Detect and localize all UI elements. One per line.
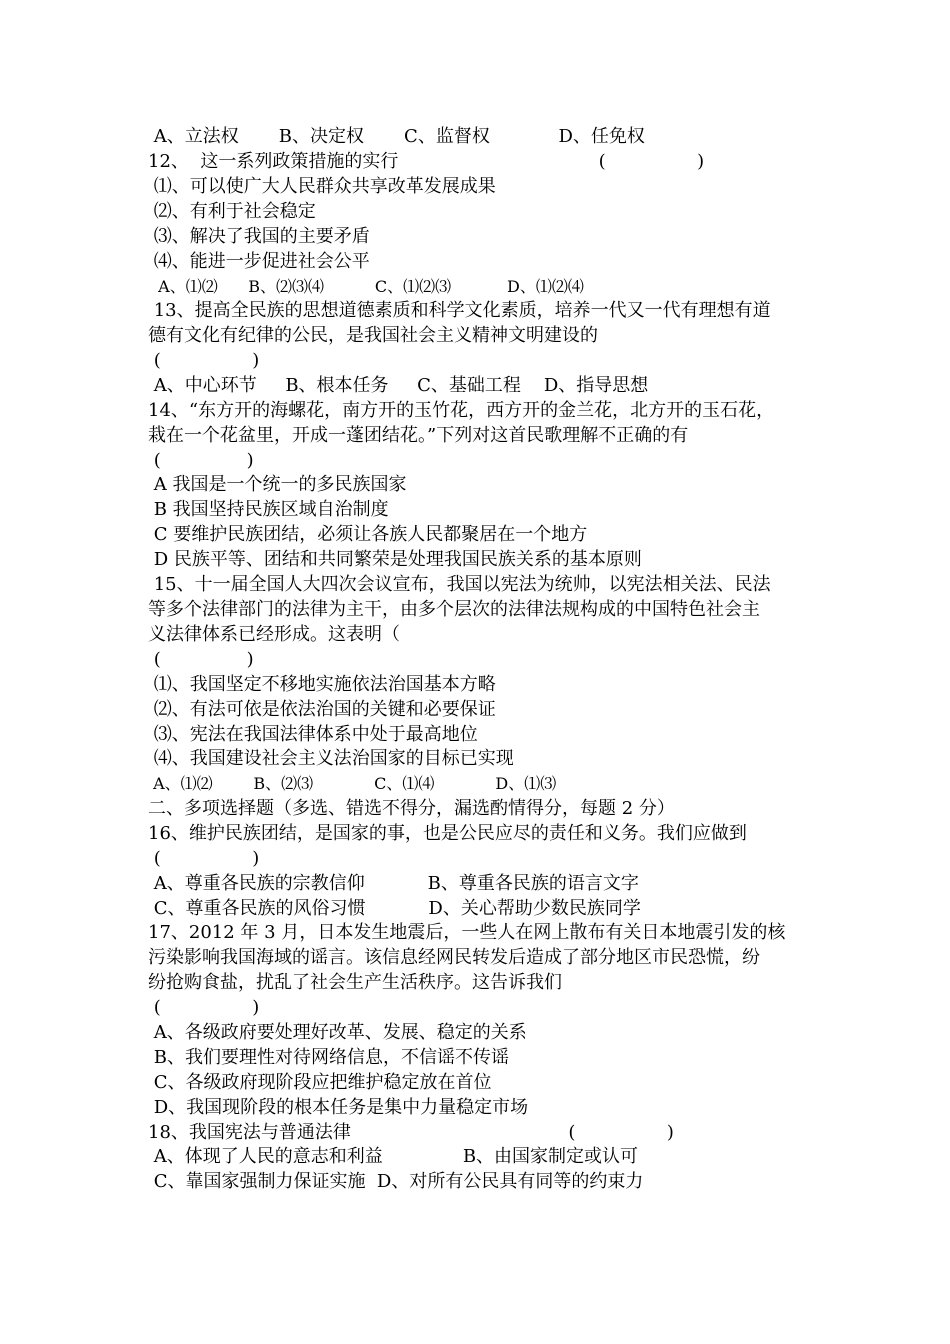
q17-option-b: B、我们要理性对待网络信息，不信谣不传谣 [148, 1047, 509, 1068]
q12-item-4: ⑷、能进一步促进社会公平 [148, 251, 370, 272]
q15-item-2: ⑵、有法可依是依法治国的关键和必要保证 [148, 699, 496, 720]
q15-item-1: ⑴、我国坚定不移地实施依法治国基本方略 [148, 674, 496, 695]
q12-item-1: ⑴、可以使广大人民群众共享改革发展成果 [148, 176, 496, 197]
q15-item-3: ⑶、宪法在我国法律体系中处于最高地位 [148, 724, 478, 745]
section-2-heading: 二、多项选择题（多选、错选不得分，漏选酌情得分，每题 2 分） [148, 798, 675, 819]
q17-stem-line-3: 纷抢购食盐，扰乱了社会生产生活秩序。这告诉我们 [148, 972, 562, 993]
q14-stem-line-1: 14、“东方开的海螺花，南方开的玉竹花，西方开的金兰花，北方开的玉石花， [148, 400, 775, 421]
q15-answer-blank: ( ) [148, 649, 254, 670]
q15-stem-line-1: 15、十一届全国人大四次会议宣布，我国以宪法为统帅，以宪法相关法、民法 [148, 574, 771, 595]
q18-stem: 18、我国宪法与普通法律 ( ) [148, 1122, 674, 1143]
q17-option-d: D、我国现阶段的根本任务是集中力量稳定市场 [148, 1097, 529, 1118]
q13-options: A、中心环节 B、根本任务 C、基础工程 D、指导思想 [148, 375, 649, 396]
q18-options-cd: C、靠国家强制力保证实施 D、对所有公民具有同等的约束力 [148, 1171, 644, 1192]
q13-stem-line-2: 德有文化有纪律的公民，是我国社会主义精神文明建设的 [148, 325, 598, 346]
q12-item-3: ⑶、解决了我国的主要矛盾 [148, 226, 370, 247]
q17-stem-line-2: 污染影响我国海域的谣言。该信息经网民转发后造成了部分地区市民恐慌，纷 [148, 947, 760, 968]
q13-answer-blank: ( ) [148, 350, 260, 371]
q17-answer-blank: ( ) [148, 997, 260, 1018]
q14-option-c: C 要维护民族团结，必须让各族人民都聚居在一个地方 [148, 524, 588, 545]
q12-options: A、⑴⑵ B、⑵⑶⑷ C、⑴⑵⑶ D、⑴⑵⑷ [148, 277, 584, 296]
q16-stem: 16、维护民族团结，是国家的事，也是公民应尽的责任和义务。我们应做到 [148, 823, 747, 844]
q13-stem-line-1: 13、提高全民族的思想道德素质和科学文化素质，培养一代又一代有理想有道 [148, 300, 771, 321]
q12-item-2: ⑵、有利于社会稳定 [148, 201, 316, 222]
q16-options-cd: C、尊重各民族的风俗习惯 D、关心帮助少数民族同学 [148, 898, 641, 919]
q15-stem-line-3: 义法律体系已经形成。这表明（ [148, 624, 400, 645]
q16-options-ab: A、尊重各民族的宗教信仰 B、尊重各民族的语言文字 [148, 873, 639, 894]
q17-option-a: A、各级政府要处理好改革、发展、稳定的关系 [148, 1022, 527, 1043]
q17-stem-line-1: 17、2012 年 3 月，日本发生地震后，一些人在网上散布有关日本地震引发的核 [148, 922, 786, 943]
q14-answer-blank: ( ) [148, 450, 254, 471]
q17-option-c: C、各级政府现阶段应把维护稳定放在首位 [148, 1072, 492, 1093]
q14-option-d: D 民族平等、团结和共同繁荣是处理我国民族关系的基本原则 [148, 549, 642, 570]
q15-item-4: ⑷、我国建设社会主义法治国家的目标已实现 [148, 748, 514, 769]
q12-stem: 12、 这一系列政策措施的实行 ( ) [148, 151, 705, 172]
q16-answer-blank: ( ) [148, 848, 260, 869]
q14-stem-line-2: 栽在一个花盆里，开成一蓬团结花。”下列对这首民歌理解不正确的有 [148, 425, 689, 446]
q15-stem-line-2: 等多个法律部门的法律为主干，由多个层次的法律法规构成的中国特色社会主 [148, 599, 760, 620]
q14-option-a: A 我国是一个统一的多民族国家 [148, 474, 407, 495]
q15-options: A、⑴⑵ B、⑵⑶ C、⑴⑷ D、⑴⑶ [148, 774, 557, 793]
q18-options-ab: A、体现了人民的意志和利益 B、由国家制定或认可 [148, 1146, 639, 1167]
q11-options: A、立法权 B、决定权 C、监督权 D、任免权 [148, 126, 645, 147]
q14-option-b: B 我国坚持民族区域自治制度 [148, 499, 389, 520]
